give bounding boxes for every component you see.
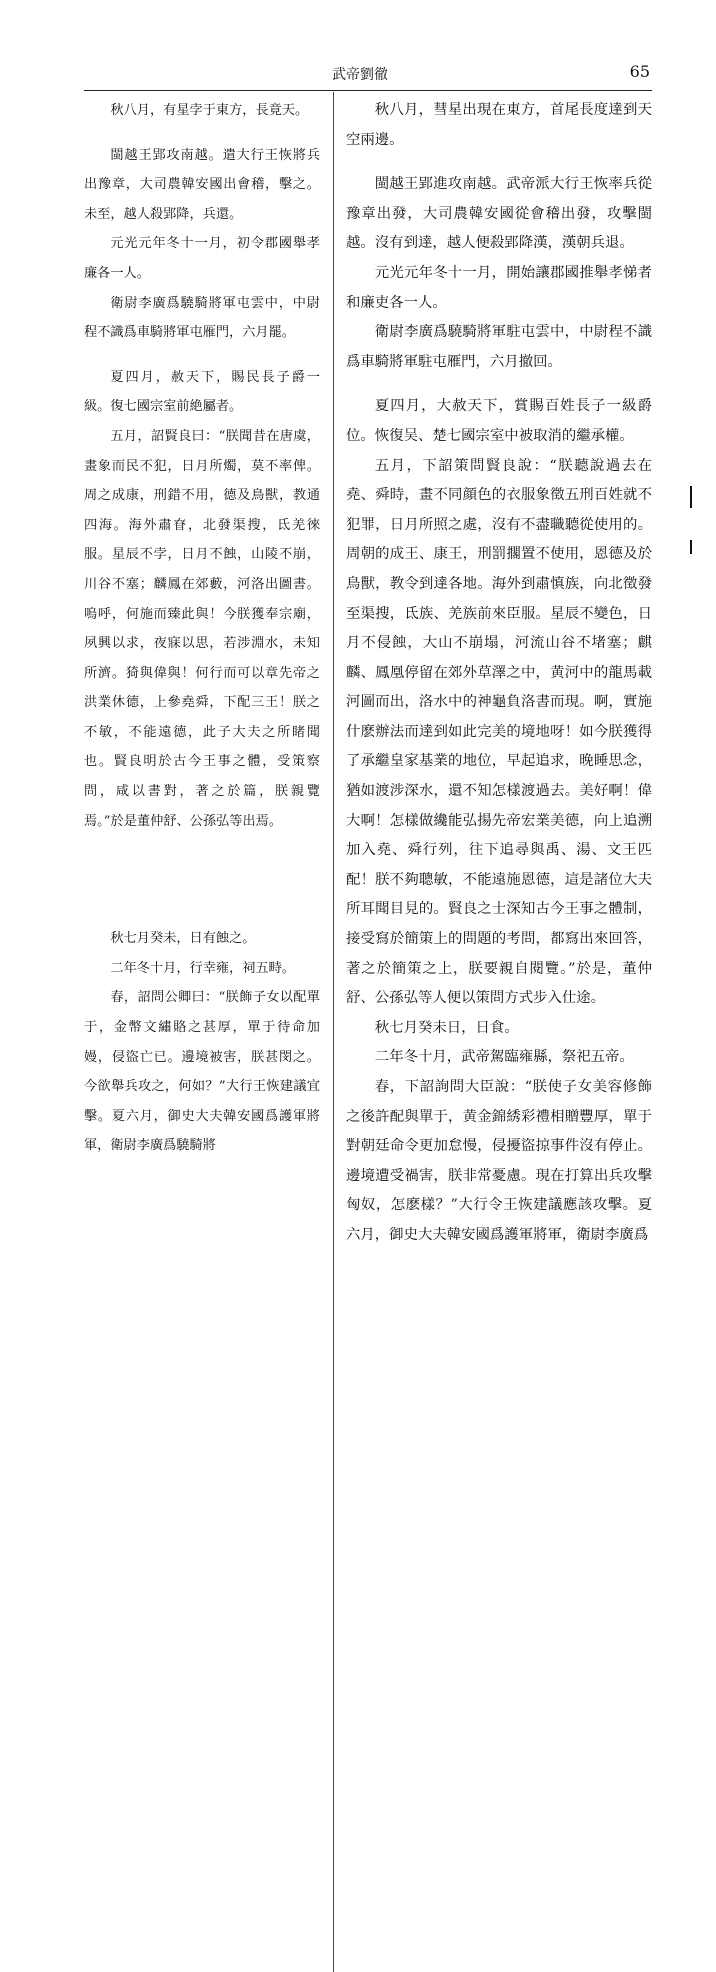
running-title: 武帝劉徹 [332,67,388,83]
right-paragraph-xiaolian: 元光元年冬十一月，開始讓郡國推舉孝悌者和廉吏各一人。 [346,264,652,311]
classical-chinese-column [84,96,320,1154]
right-paragraph-edict: 五月，下詔策問賢良說：“朕聽說過去在堯、舜時，畫不同顔色的衣服象徵五刑百姓就不犯罪，日月所照之處，沒有不盡職聽從使用的。周朝的成王、康王，刑罰擱置不使用，恩德及於鳥獸，教令到達各地。海外到肅慎族，向北徵發至渠搜，氐族、羌族前來臣服。星辰不變色，日月不侵蝕，大山不崩塌，河流山谷不堵塞；麒麟、鳳凰停留在郊外草澤之中，黄河中的龍馬載河圖而出，洛水中的神龜負洛書而現。啊，實施什麽辦法而達到如此完美的境地呀！如今朕獲得了承繼皇家基業的地位，早起追求，晚睡思念，猶如渡涉深水，還不知怎樣渡過去。美好啊！偉大啊！怎樣做纔能弘揚先帝宏業美德，向上追溯加入堯、舜行列，往下追尋與禹、湯、文王匹配！朕不夠聰敏，不能遠施恩德，這是諸位大夫所耳聞目見的。賢良之士深知古今王事之體制，接受寫於簡策上的問題的考問，都寫出來回答，著之於簡策之上，朕要親自閱覽。”於是，董仲舒、公孫弘等人便以策問方式步入仕途。 [346,457,652,1007]
header-rule [84,90,652,91]
left-paragraph-yong: 二年冬十月，行幸雍，祠五畤。 [110,960,296,976]
right-paragraph-comet: 秋八月，彗星出現在東方，首尾長度達到天空兩邊。 [346,102,652,148]
left-paragraph-eclipse: 秋七月癸未，日有蝕之。 [110,931,256,947]
scan-edge-mark [690,540,692,554]
left-paragraph-amnesty: 夏四月，赦天下，賜民長子爵一級。復七國宗室前絶屬者。 [84,369,320,415]
right-paragraph-xiongnu: 春，下詔詢問大臣說：“朕使子女美容修飾之後許配與單于，黄金錦綉彩禮相贈豐厚，單于對朝廷命令更加怠慢，侵擾盜掠事件沒有停止。邊境遭受禍害，朕非常憂慮。現在打算出兵攻擊匈奴，怎麽樣？”大行令王恢建議應該攻擊。夏六月，御史大夫韓安國爲護軍將軍，衛尉李廣爲 [346,1079,652,1243]
running-header [0,60,716,90]
left-paragraph-comet: 秋八月，有星孛于東方，長竟天。 [110,103,309,118]
right-paragraph-amnesty: 夏四月，大赦天下，賞賜百姓長子一級爵位。恢復吴、楚七國宗室中被取消的繼承權。 [346,398,652,444]
column-divider [333,92,334,1972]
left-paragraph-edict: 五月，詔賢良曰：“朕聞昔在唐虞，畫象而民不犯，日月所燭，莫不率俾。周之成康，刑錯不用，德及鳥獸，教通四海。海外肅眘，北發渠搜，氐羌徠服。星辰不孛，日月不蝕，山陵不崩，川谷不塞；麟鳳在郊藪，河洛出圖書。嗚呼，何施而臻此與！今朕獲奉宗廟，夙興以求，夜寐以思，若涉淵水，未知所濟。猗與偉與！何行而可以章先帝之洪業休德，上參堯舜，下配三王！朕之不敏，不能遠德，此子大夫之所睹聞也。賢良明於古今王事之體，受策察問，咸以書對，著之於篇，朕親覽焉。”於是董仲舒、公孫弘等出焉。 [84,428,320,829]
right-paragraph-eclipse: 秋七月癸未日，日食。 [374,1019,519,1036]
modern-chinese-column [346,96,652,1243]
right-paragraph-liguang: 衛尉李廣爲驍騎將軍駐屯雲中，中尉程不識爲車騎將軍駐屯雁門，六月撤回。 [346,324,652,370]
left-paragraph-xiongnu: 春，詔問公卿曰：“朕飾子女以配單于，金幣文繡賂之甚厚，單于待命加嫚，侵盜亡已。邊境被害，朕甚閔之。今欲舉兵攻之，何如？”大行王恢建議宜擊。夏六月，御史大夫韓安國爲護軍將軍，衛尉李廣爲驍騎將 [84,990,320,1154]
page-number: 65 [629,62,650,81]
left-paragraph-minyue: 閩越王郢攻南越。遣大行王恢將兵出豫章，大司農韓安國出會稽，擊之。未至，越人殺郢降，兵還。 [84,147,320,222]
right-paragraph-yong: 二年冬十月，武帝駕臨雍縣，祭祀五帝。 [374,1049,634,1066]
left-paragraph-liguang: 衛尉李廣爲驍騎將軍屯雲中，中尉程不識爲車騎將軍屯雁門，六月罷。 [84,295,320,341]
left-paragraph-xiaolian: 元光元年冬十一月，初令郡國舉孝廉各一人。 [84,236,320,281]
right-paragraph-minyue: 閩越王郢進攻南越。武帝派大行王恢率兵從豫章出發，大司農韓安國從會稽出發，攻擊閩越。沒有到達，越人便殺郢降漢，漢朝兵退。 [346,176,652,252]
scan-edge-mark [690,486,692,508]
